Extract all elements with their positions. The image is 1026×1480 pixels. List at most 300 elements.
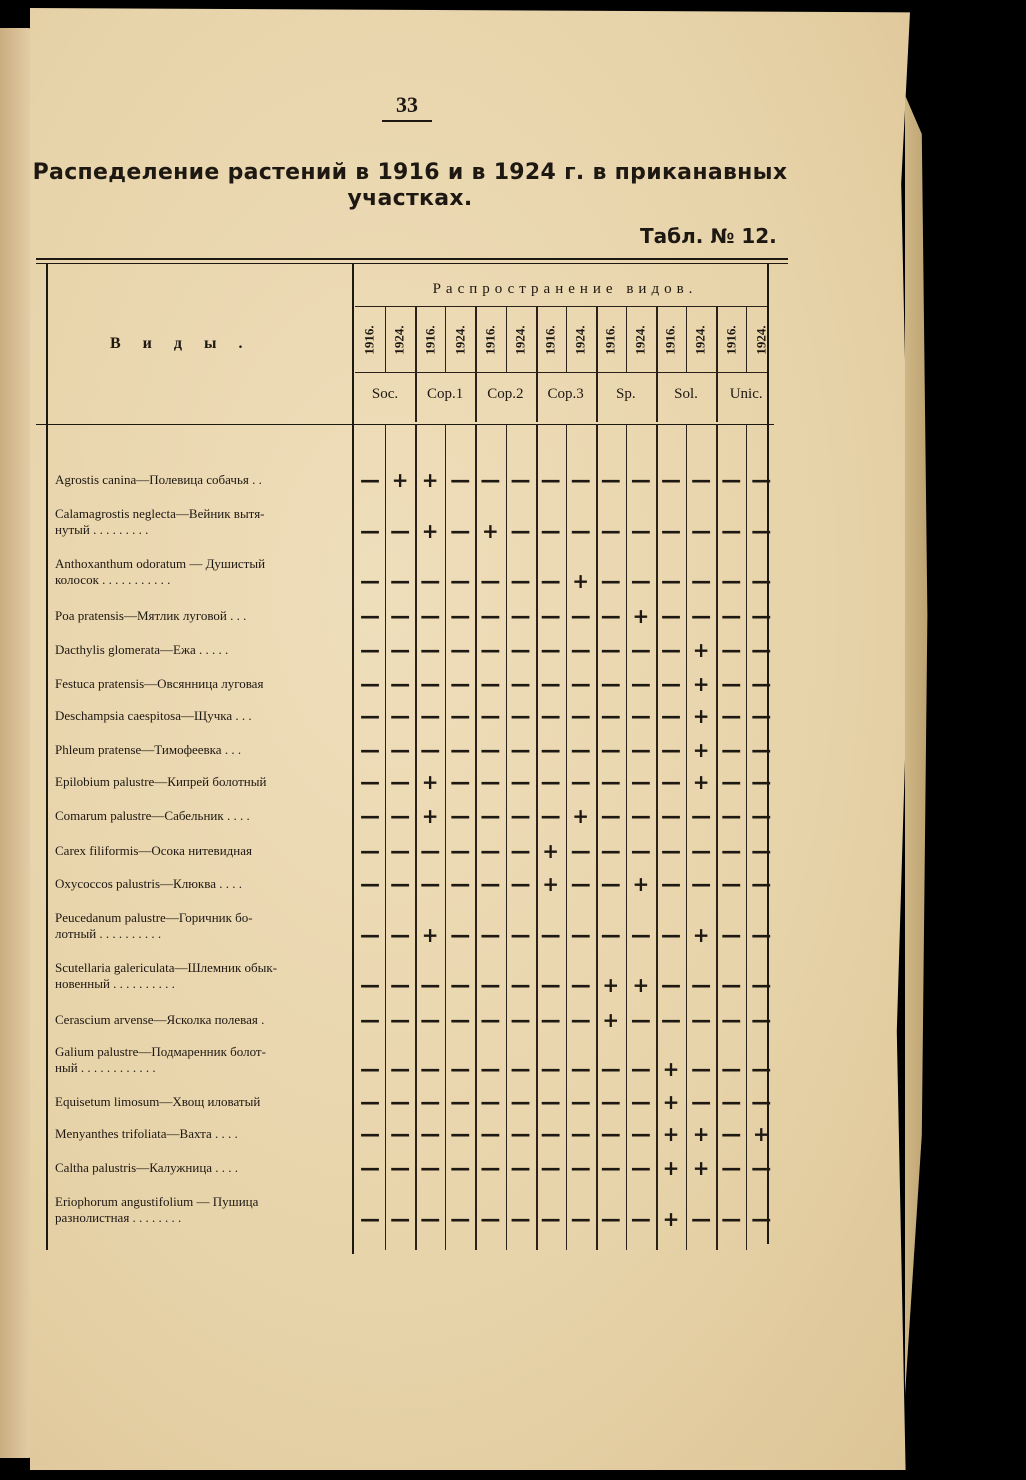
absence-mark: —: [480, 569, 501, 593]
presence-mark: +: [752, 1122, 770, 1146]
absence-mark: —: [600, 804, 621, 828]
absence-mark: —: [751, 738, 772, 762]
absence-mark: —: [691, 973, 712, 997]
absence-mark: —: [420, 738, 441, 762]
species-row-label: [55, 556, 350, 588]
absence-mark: —: [420, 1008, 441, 1032]
category-header: Soc.: [371, 386, 399, 402]
absence-mark: —: [450, 923, 471, 947]
left-page-edge: [0, 28, 34, 1458]
absence-mark: —: [390, 1156, 411, 1180]
year-label: 1916.: [663, 325, 678, 355]
presence-mark: +: [542, 872, 559, 896]
absence-mark: —: [661, 638, 681, 662]
absence-mark: —: [721, 1008, 742, 1032]
absence-mark: —: [630, 468, 651, 492]
absence-mark: —: [360, 704, 380, 728]
absence-mark: —: [751, 1207, 772, 1231]
absence-mark: —: [691, 1057, 712, 1081]
absence-mark: —: [540, 1008, 561, 1032]
presence-mark: +: [662, 1207, 680, 1231]
absence-mark: —: [360, 770, 380, 794]
absence-mark: —: [510, 839, 531, 863]
absence-mark: —: [360, 1090, 380, 1114]
absence-mark: —: [600, 1122, 621, 1146]
absence-mark: —: [661, 569, 681, 593]
absence-mark: —: [360, 672, 380, 696]
absence-mark: —: [510, 704, 531, 728]
absence-mark: —: [480, 973, 501, 997]
species-row-label: [55, 472, 350, 488]
absence-mark: —: [390, 569, 411, 593]
species-row-label: [55, 608, 350, 624]
absence-mark: —: [630, 923, 651, 947]
species-row-label: [55, 1126, 350, 1142]
absence-mark: —: [661, 604, 681, 628]
absence-mark: —: [360, 1207, 380, 1231]
absence-mark: —: [450, 839, 471, 863]
year-header: [656, 310, 686, 370]
presence-mark: +: [421, 923, 439, 947]
absence-mark: —: [480, 638, 501, 662]
absence-mark: —: [751, 1156, 772, 1180]
species-name: Peucedanum palustre—Горичник бо-: [55, 910, 253, 925]
absence-mark: —: [600, 1090, 621, 1114]
absence-mark: —: [420, 569, 441, 593]
absence-mark: —: [661, 973, 681, 997]
absence-mark: —: [390, 839, 411, 863]
absence-mark: —: [600, 468, 621, 492]
species-column-divider: [352, 264, 354, 1254]
absence-mark: —: [540, 1057, 561, 1081]
year-label: 1924.: [452, 325, 468, 355]
absence-mark: —: [721, 569, 742, 593]
distribution-header: Распространение видов.: [432, 281, 698, 297]
absence-mark: —: [630, 738, 651, 762]
absence-mark: —: [480, 804, 501, 828]
absence-mark: —: [751, 923, 772, 947]
absence-mark: —: [570, 638, 591, 662]
absence-mark: —: [661, 468, 681, 492]
year-header: [445, 310, 475, 370]
absence-mark: —: [751, 638, 772, 662]
year-label: 1916.: [362, 325, 377, 355]
absence-mark: —: [721, 604, 742, 628]
absence-mark: —: [360, 569, 380, 593]
species-column-header: Виды.: [110, 335, 265, 352]
presence-mark: +: [391, 468, 409, 492]
absence-mark: —: [540, 672, 561, 696]
absence-mark: —: [600, 604, 621, 628]
year-header: [716, 310, 746, 370]
absence-mark: —: [390, 1207, 411, 1231]
absence-mark: —: [480, 1008, 501, 1032]
species-name: Equisetum limosum—Хвощ иловатый: [55, 1094, 261, 1109]
absence-mark: —: [630, 569, 651, 593]
absence-mark: —: [600, 839, 621, 863]
absence-mark: —: [721, 839, 742, 863]
species-name-continued: лотный . . . . . . . . . .: [55, 926, 162, 941]
absence-mark: —: [570, 973, 591, 997]
absence-mark: —: [450, 672, 471, 696]
species-name: Scutellaria galericulata—Шлемник обык-: [55, 960, 278, 975]
presence-mark: +: [662, 1090, 680, 1114]
absence-mark: —: [691, 569, 712, 593]
absence-mark: —: [600, 519, 621, 543]
absence-mark: —: [420, 1122, 441, 1146]
absence-mark: —: [360, 1122, 380, 1146]
absence-mark: —: [450, 638, 471, 662]
absence-mark: —: [360, 1156, 380, 1180]
absence-mark: —: [390, 519, 411, 543]
absence-mark: —: [600, 672, 621, 696]
species-name: Deschampsia caespitosa—Щучка . . .: [55, 708, 252, 723]
absence-mark: —: [721, 468, 742, 492]
presence-mark: +: [692, 672, 710, 696]
absence-mark: —: [751, 1090, 772, 1114]
absence-mark: —: [390, 1057, 411, 1081]
absence-mark: —: [450, 1207, 471, 1231]
year-header: [596, 310, 626, 370]
absence-mark: —: [721, 1122, 742, 1146]
absence-mark: —: [390, 973, 411, 997]
year-header: [355, 310, 385, 370]
presence-mark: +: [542, 839, 559, 863]
presence-mark: +: [632, 604, 650, 628]
absence-mark: —: [510, 872, 531, 896]
absence-mark: —: [691, 1207, 712, 1231]
absence-mark: —: [510, 604, 531, 628]
species-name: Caltha palustris—Калужница . . . .: [55, 1160, 239, 1175]
absence-mark: —: [480, 1156, 501, 1180]
absence-mark: —: [600, 704, 621, 728]
absence-mark: —: [540, 1122, 561, 1146]
absence-mark: —: [420, 1207, 441, 1231]
absence-mark: —: [661, 738, 681, 762]
page-edge-right: [905, 95, 933, 1395]
absence-mark: —: [480, 923, 501, 947]
absence-mark: —: [480, 1057, 501, 1081]
absence-mark: —: [510, 468, 531, 492]
year-header: [626, 310, 656, 370]
species-name: Cerascium arvense—Ясколка полевая .: [55, 1012, 265, 1027]
absence-mark: —: [600, 923, 621, 947]
absence-mark: —: [691, 519, 712, 543]
absence-mark: —: [630, 1057, 651, 1081]
species-name: Agrostis canina—Полевица собачья . .: [55, 472, 262, 487]
absence-mark: —: [420, 672, 441, 696]
absence-mark: —: [570, 738, 591, 762]
absence-mark: —: [630, 638, 651, 662]
absence-mark: —: [360, 638, 380, 662]
absence-mark: —: [630, 672, 651, 696]
presence-mark: +: [692, 923, 710, 947]
species-row-label: [55, 1094, 350, 1110]
year-header: [566, 310, 596, 370]
species-name: Epilobium palustre—Кипрей болотный: [55, 774, 267, 789]
absence-mark: —: [540, 638, 561, 662]
year-label: 1916.: [542, 325, 558, 355]
year-label: 1916.: [422, 325, 438, 355]
absence-mark: —: [540, 1207, 561, 1231]
species-name: Carex filiformis—Осока нитевидная: [55, 843, 252, 858]
absence-mark: —: [721, 770, 742, 794]
absence-mark: —: [600, 569, 621, 593]
title-line-1: Распеделение растений в 1916 и в 1924 г. в приканавных: [32, 160, 788, 185]
absence-mark: —: [390, 1122, 411, 1146]
species-name: Phleum pratense—Тимофеевка . . .: [55, 742, 242, 757]
absence-mark: —: [721, 804, 742, 828]
absence-mark: —: [420, 1057, 441, 1081]
absence-mark: —: [480, 468, 501, 492]
absence-mark: —: [751, 569, 772, 593]
absence-mark: —: [360, 468, 380, 492]
species-name-continued: нутый . . . . . . . . .: [55, 522, 149, 537]
absence-mark: —: [570, 704, 591, 728]
absence-mark: —: [691, 1090, 712, 1114]
species-row-label: [55, 843, 350, 859]
year-label: 1924.: [392, 325, 408, 355]
absence-mark: —: [751, 872, 772, 896]
absence-mark: —: [360, 604, 380, 628]
absence-mark: —: [721, 872, 742, 896]
absence-mark: —: [390, 770, 411, 794]
absence-mark: —: [600, 1207, 621, 1231]
absence-mark: —: [450, 519, 471, 543]
absence-mark: —: [570, 519, 591, 543]
absence-mark: —: [510, 1057, 531, 1081]
absence-mark: —: [721, 638, 742, 662]
absence-mark: —: [510, 1008, 531, 1032]
absence-mark: —: [570, 672, 591, 696]
page-number: 33: [382, 92, 432, 122]
absence-mark: —: [630, 804, 651, 828]
absence-mark: —: [630, 1008, 651, 1032]
presence-mark: +: [602, 973, 620, 997]
absence-mark: —: [510, 770, 531, 794]
absence-mark: —: [630, 1207, 651, 1231]
absence-mark: —: [450, 738, 471, 762]
species-name-continued: ный . . . . . . . . . . . .: [55, 1060, 156, 1075]
year-header: [385, 310, 415, 370]
absence-mark: —: [661, 519, 681, 543]
absence-mark: —: [390, 738, 411, 762]
absence-mark: —: [360, 804, 380, 828]
absence-mark: —: [570, 1156, 591, 1180]
absence-mark: —: [721, 1156, 742, 1180]
absence-mark: —: [390, 872, 411, 896]
absence-mark: —: [600, 770, 621, 794]
absence-mark: —: [540, 1156, 561, 1180]
absence-mark: —: [691, 872, 712, 896]
absence-mark: —: [390, 1008, 411, 1032]
absence-mark: —: [721, 738, 742, 762]
absence-mark: —: [751, 839, 772, 863]
absence-mark: —: [600, 638, 621, 662]
absence-mark: —: [570, 1207, 591, 1231]
absence-mark: —: [630, 519, 651, 543]
absence-mark: —: [510, 804, 531, 828]
absence-mark: —: [540, 604, 561, 628]
absence-mark: —: [570, 604, 591, 628]
absence-mark: —: [721, 923, 742, 947]
absence-mark: —: [661, 872, 681, 896]
absence-mark: —: [691, 1008, 712, 1032]
absence-mark: —: [600, 738, 621, 762]
absence-mark: —: [450, 1057, 471, 1081]
absence-mark: —: [450, 569, 471, 593]
absence-mark: —: [480, 839, 501, 863]
presence-mark: +: [662, 1057, 680, 1081]
absence-mark: —: [661, 804, 681, 828]
presence-mark: +: [692, 770, 710, 794]
absence-mark: —: [510, 1090, 531, 1114]
absence-mark: —: [540, 519, 561, 543]
presence-mark: +: [662, 1122, 680, 1146]
absence-mark: —: [480, 1122, 501, 1146]
absence-mark: —: [751, 1057, 772, 1081]
category-header: Cop.3: [547, 386, 584, 402]
absence-mark: —: [630, 839, 651, 863]
absence-mark: —: [570, 1057, 591, 1081]
absence-mark: —: [480, 770, 501, 794]
absence-mark: —: [570, 872, 591, 896]
absence-mark: —: [450, 872, 471, 896]
absence-mark: —: [420, 973, 441, 997]
year-label: 1924.: [512, 325, 528, 355]
species-row-label: [55, 708, 350, 724]
absence-mark: —: [390, 704, 411, 728]
absence-mark: —: [480, 672, 501, 696]
species-name-continued: разнолистная . . . . . . . .: [55, 1210, 182, 1225]
presence-mark: +: [692, 638, 710, 662]
absence-mark: —: [510, 973, 531, 997]
year-header: [475, 310, 505, 370]
absence-mark: —: [570, 1090, 591, 1114]
absence-mark: —: [420, 839, 441, 863]
absence-mark: —: [360, 1008, 380, 1032]
year-header: [746, 310, 776, 370]
absence-mark: —: [480, 1207, 501, 1231]
species-name: Calamagrostis neglecta—Вейник вытя-: [55, 506, 265, 521]
presence-mark: +: [632, 872, 650, 896]
absence-mark: —: [661, 672, 681, 696]
presence-mark: +: [692, 704, 710, 728]
absence-mark: —: [751, 973, 772, 997]
species-name: Galium palustre—Подмаренник болот-: [55, 1044, 266, 1059]
table-top-rule: [36, 258, 788, 260]
absence-mark: —: [420, 1090, 441, 1114]
absence-mark: —: [691, 468, 712, 492]
absence-mark: —: [721, 1207, 742, 1231]
absence-mark: —: [600, 1057, 621, 1081]
absence-mark: —: [360, 738, 380, 762]
absence-mark: —: [450, 1008, 471, 1032]
year-label: 1924.: [693, 325, 709, 355]
absence-mark: —: [540, 468, 561, 492]
species-row-label: [55, 1160, 350, 1176]
absence-mark: —: [661, 839, 681, 863]
species-name: Poa pratensis—Мятлик луговой . . .: [55, 608, 247, 623]
absence-mark: —: [691, 839, 712, 863]
absence-mark: —: [630, 1122, 651, 1146]
absence-mark: —: [510, 738, 531, 762]
absence-mark: —: [751, 804, 772, 828]
absence-mark: —: [751, 1008, 772, 1032]
species-row-label: [55, 910, 350, 942]
species-row-label: [55, 642, 350, 658]
species-row-label: [55, 506, 350, 538]
absence-mark: —: [480, 704, 501, 728]
presence-mark: +: [572, 804, 590, 828]
absence-mark: —: [390, 923, 411, 947]
absence-mark: —: [420, 604, 441, 628]
absence-mark: —: [570, 468, 591, 492]
presence-mark: +: [692, 738, 710, 762]
absence-mark: —: [420, 704, 441, 728]
year-header: [415, 310, 445, 370]
absence-mark: —: [510, 569, 531, 593]
absence-mark: —: [510, 1156, 531, 1180]
presence-mark: +: [692, 1156, 710, 1180]
absence-mark: —: [630, 704, 651, 728]
category-header: Sol.: [674, 386, 698, 402]
absence-mark: —: [450, 1122, 471, 1146]
absence-mark: —: [721, 973, 742, 997]
absence-mark: —: [450, 770, 471, 794]
presence-mark: +: [692, 1122, 710, 1146]
species-row-label: [55, 1194, 350, 1226]
absence-mark: —: [510, 923, 531, 947]
species-row-label: [55, 742, 350, 758]
absence-mark: —: [661, 704, 681, 728]
absence-mark: —: [420, 872, 441, 896]
species-row-label: [55, 960, 350, 992]
absence-mark: —: [480, 872, 501, 896]
year-header: [686, 310, 716, 370]
species-name: Festuca pratensis—Овсянница луговая: [55, 676, 264, 691]
absence-mark: —: [540, 973, 561, 997]
year-header: [506, 310, 536, 370]
presence-mark: +: [421, 468, 439, 492]
year-label: 1916.: [482, 325, 498, 355]
absence-mark: —: [360, 1057, 380, 1081]
absence-mark: —: [600, 1156, 621, 1180]
category-header: Unic.: [729, 386, 763, 402]
absence-mark: —: [751, 468, 772, 492]
year-label: 1924.: [632, 325, 648, 355]
absence-mark: —: [540, 804, 561, 828]
species-name: Comarum palustre—Сабельник . . . .: [55, 808, 250, 823]
species-row-label: [55, 1044, 350, 1076]
absence-mark: —: [691, 804, 712, 828]
absence-mark: —: [360, 519, 380, 543]
absence-mark: —: [540, 738, 561, 762]
absence-mark: —: [540, 569, 561, 593]
presence-mark: +: [602, 1008, 620, 1032]
absence-mark: —: [721, 1057, 742, 1081]
category-header: Cop.1: [427, 386, 464, 402]
absence-mark: —: [661, 923, 681, 947]
presence-mark: +: [632, 973, 650, 997]
absence-mark: —: [721, 1090, 742, 1114]
species-row-label: [55, 676, 350, 692]
absence-mark: —: [751, 604, 772, 628]
absence-mark: —: [510, 1122, 531, 1146]
species-row-label: [55, 876, 350, 892]
absence-mark: —: [510, 1207, 531, 1231]
absence-mark: —: [450, 468, 471, 492]
